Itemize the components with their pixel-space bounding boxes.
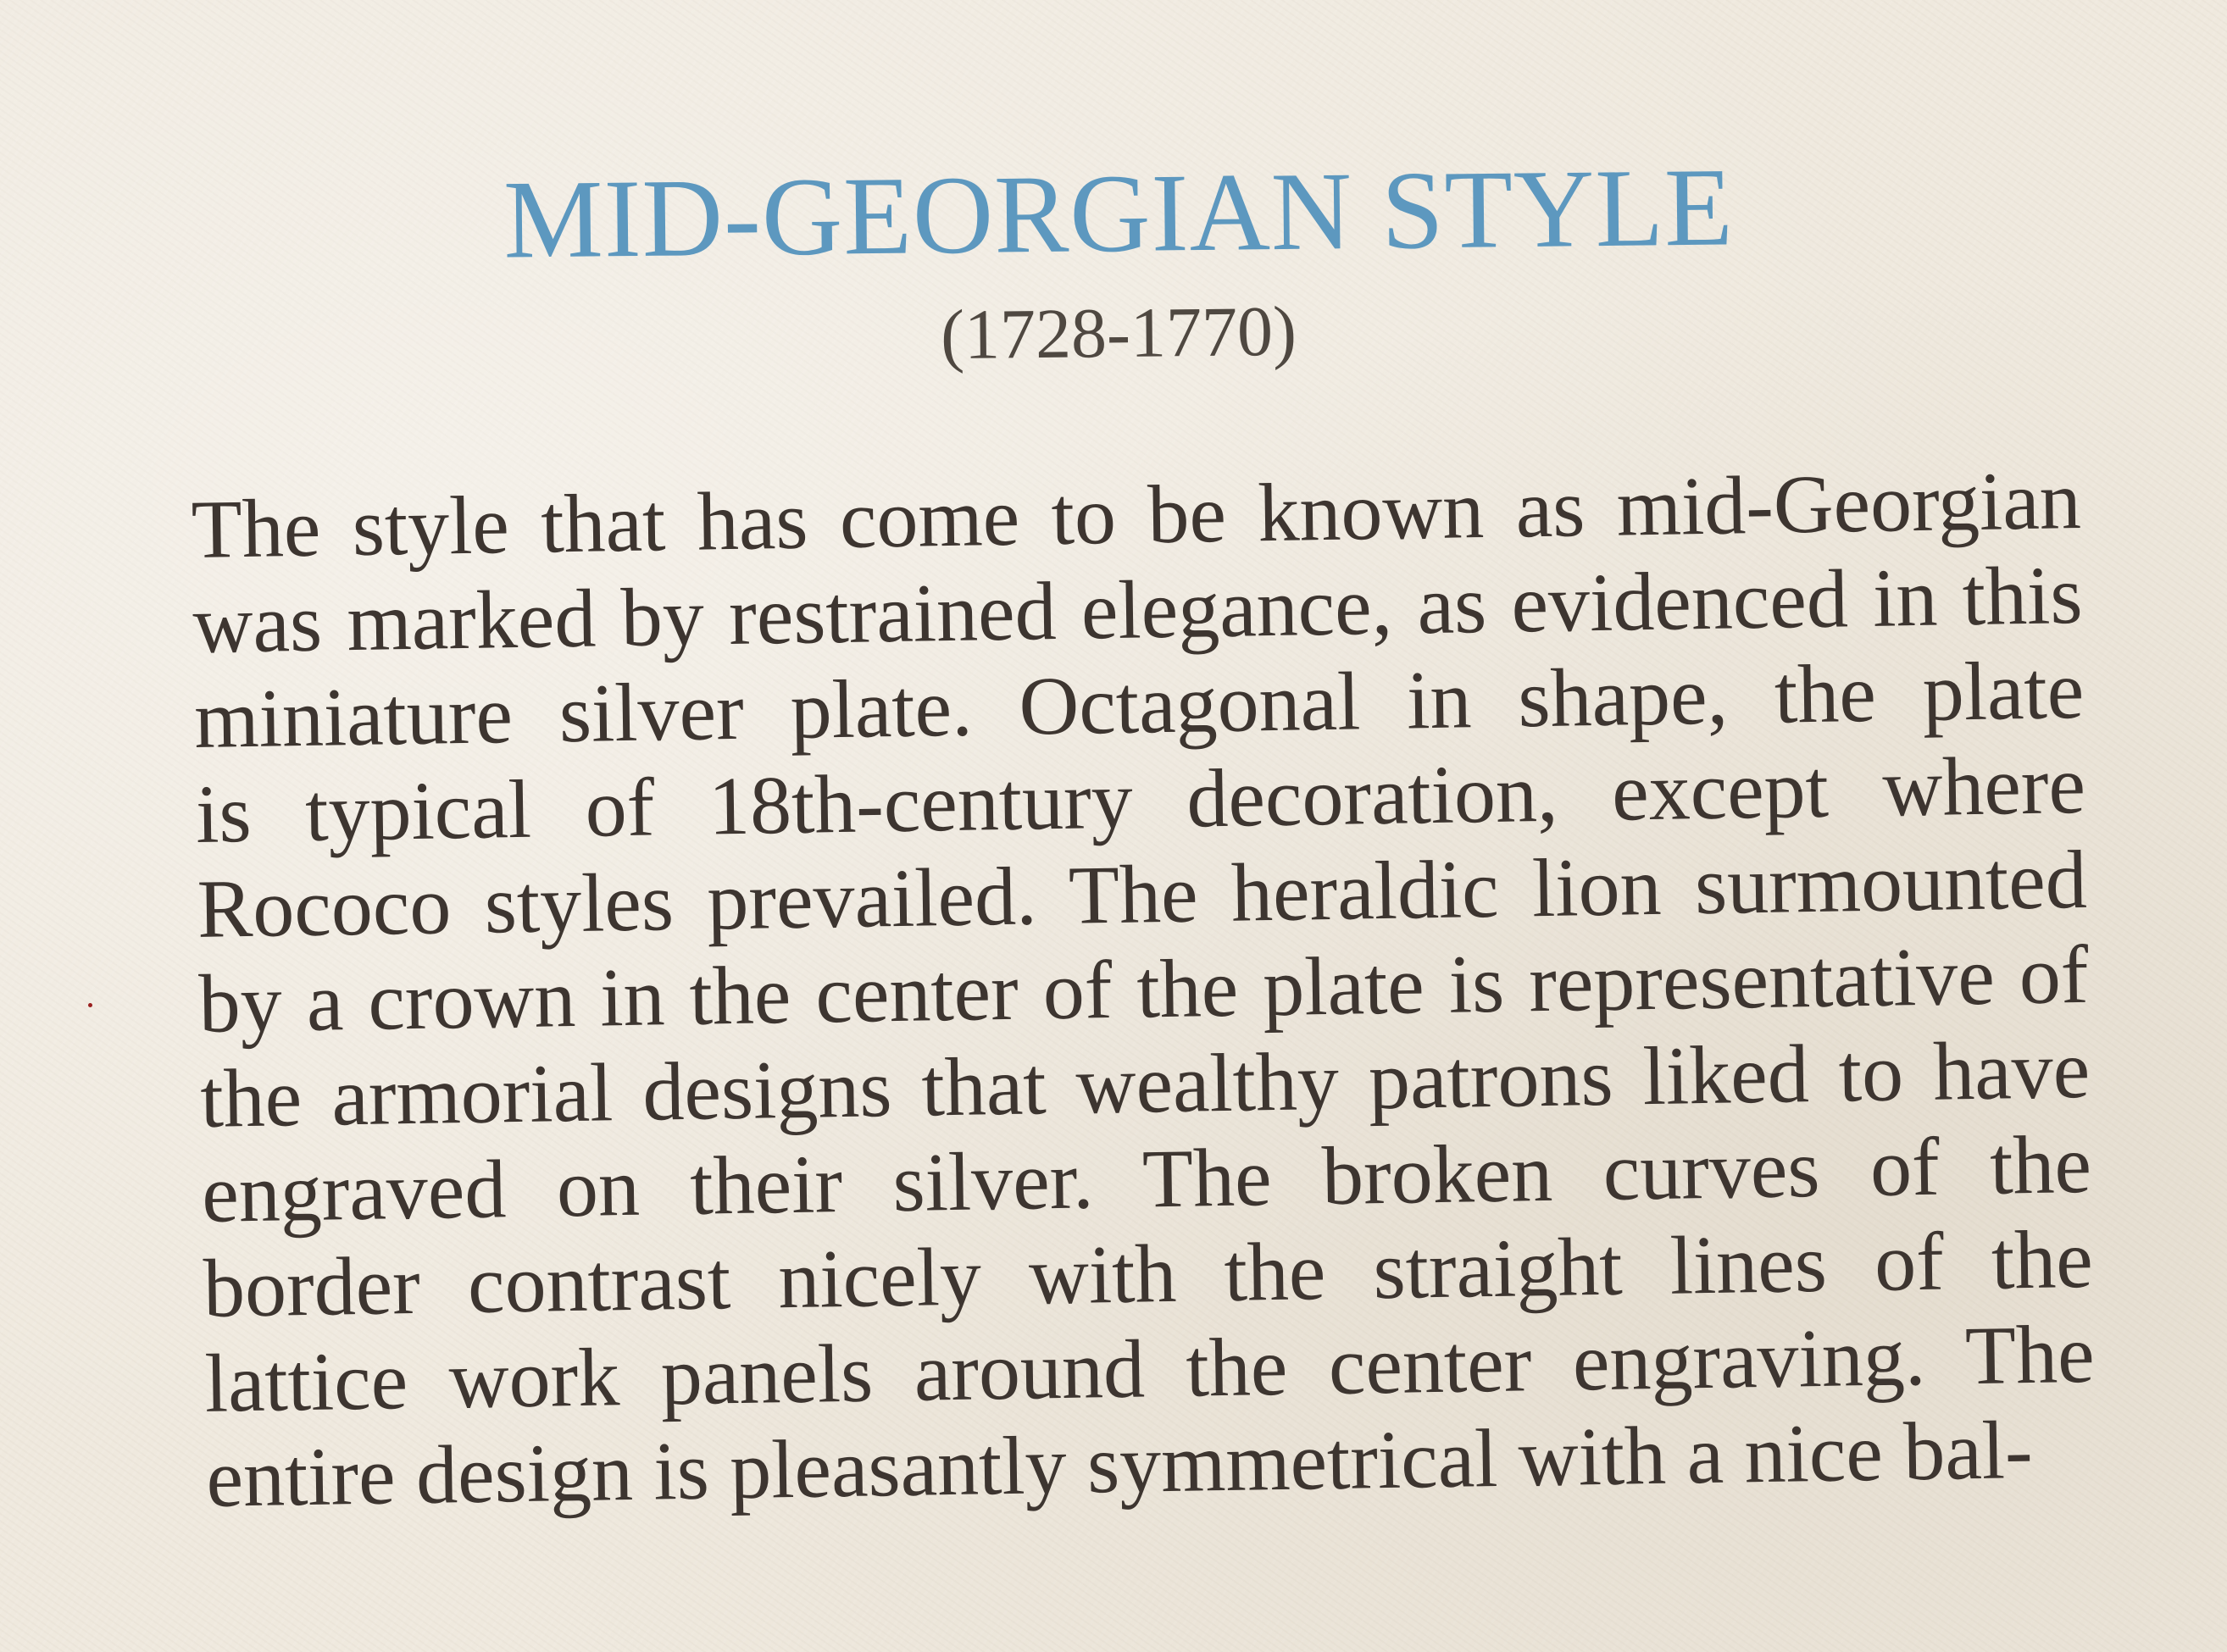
paragraph-line: miniature silver plate. Octagonal in shape, the plate [193,644,2085,766]
date-range: (1728-1770) [940,291,1297,375]
paragraph-line: is typical of 18th-century decoration, except where [195,739,2086,861]
heading-title: MID-GEORGIAN STYLE [503,144,1735,282]
body-paragraph [191,453,2096,1527]
paragraph-line: The style that has come to be known as mid-Georgian [191,454,2082,576]
paragraph-line: the armorial designs that wealthy patrons liked to have [199,1023,2091,1145]
paragraph-line: lattice work panels around the center engraving. The [203,1308,2096,1430]
paragraph-line: Rococo styles prevailed. The heraldic lion surmounted [197,834,2088,956]
paragraph-line: by a crown in the center of the plate is representative of [197,929,2090,1051]
paragraph-line: border contrast nicely with the straight lines of the [203,1213,2094,1335]
ink-speck [88,1003,92,1007]
paragraph-line: entire design is pleasantly symmetrical with a nice bal- [205,1405,2034,1525]
paragraph-line: engraved on their silver. The broken curves of the [201,1118,2092,1240]
paragraph-line: was marked by restrained elegance, as evidenced in this [192,549,2084,671]
